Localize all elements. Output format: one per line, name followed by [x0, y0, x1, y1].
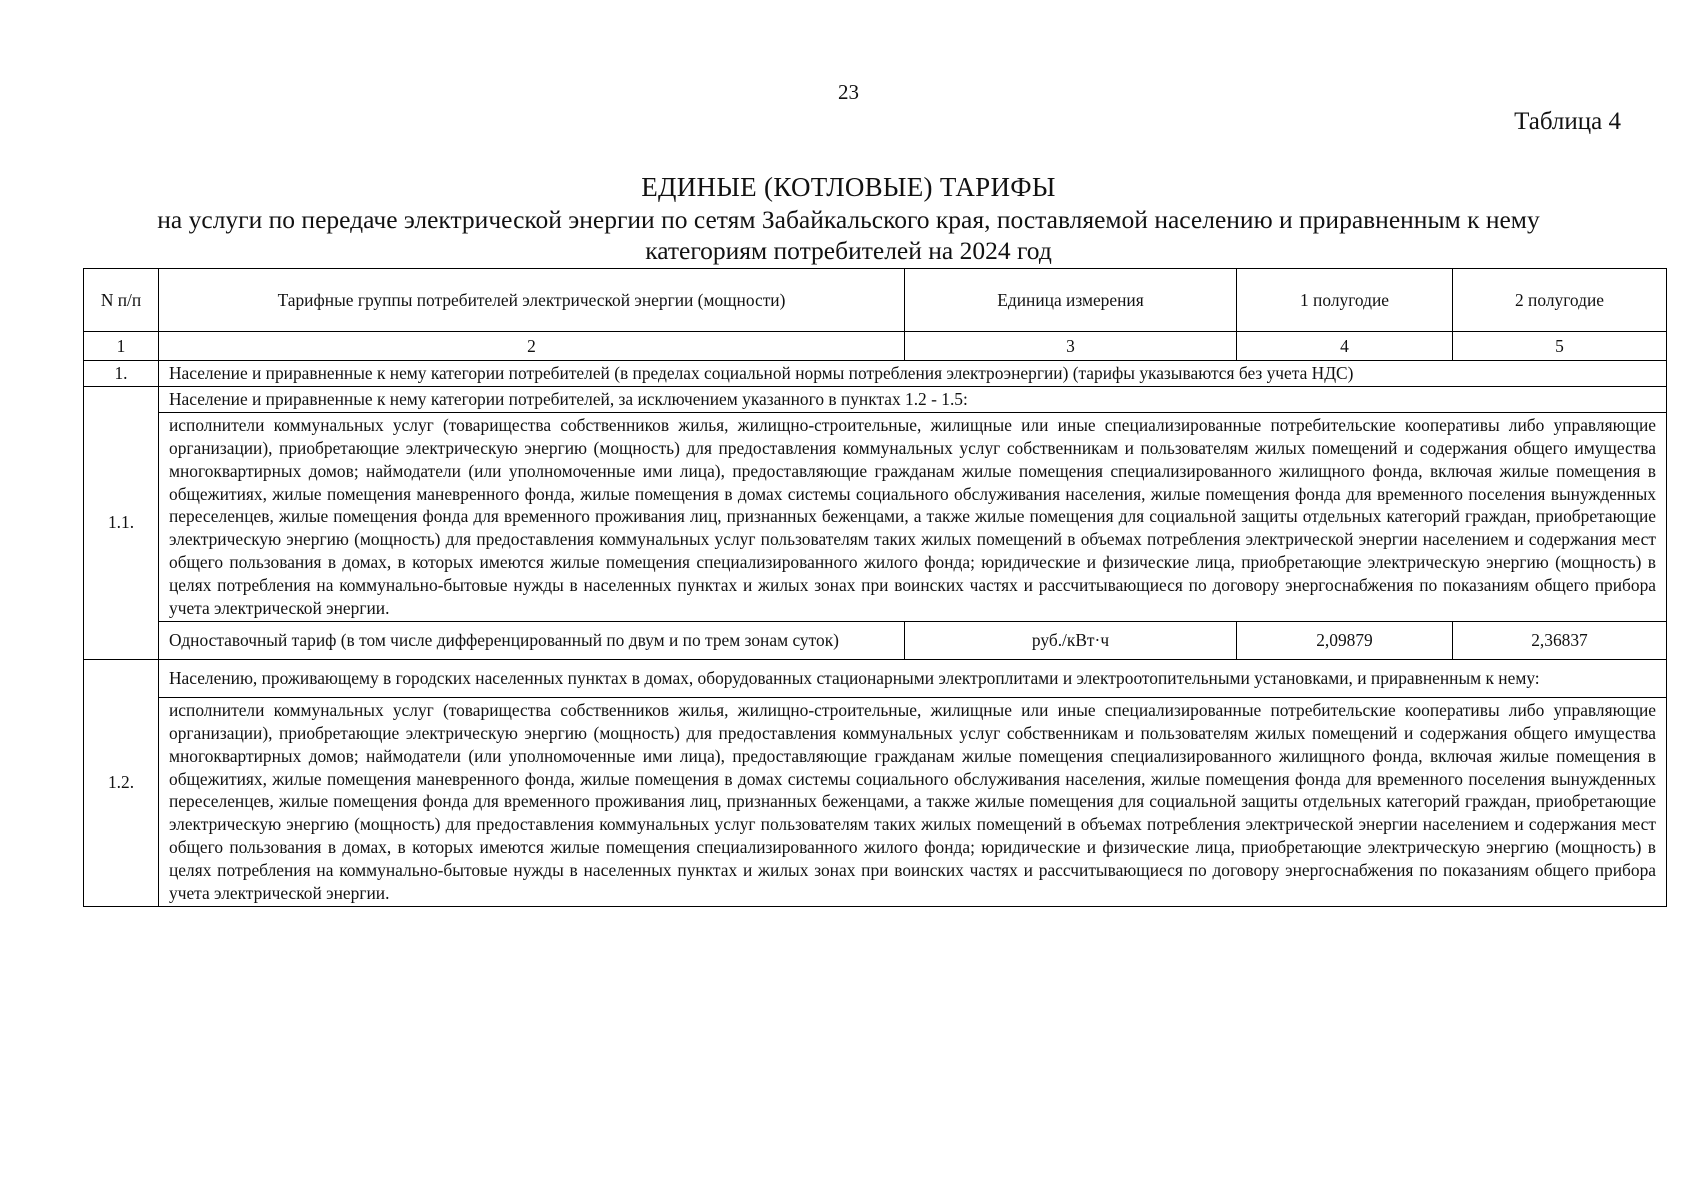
row-number: 1. [84, 361, 159, 387]
tariff-table [83, 268, 1667, 907]
category-heading: Население и приравненные к нему категории потребителей (в пределах социальной нормы потребления электроэнергии) (тарифы указываются без учета НДС) [159, 361, 1667, 387]
category-description: исполнители коммунальных услуг (товарищества собственников жилья, жилищно-строительные, жилищные или иные специализированные потребительские кооперативы либо управляющие организации), приобретающие электрическую энергию (мощность) для предоставления коммунальных услуг собственникам и пользователям жилых помещений и содержания общего имущества многоквартирных домов; наймодатели (или уполномоченные ими лица), предоставляющие гражданам жилые помещения специализированного жилищного фонда, включая жилые помещения в общежитиях, жилые помещения маневренного фонда, жилые помещения в домах системы социального обслуживания населения, жилые помещения фонда для временного поселения вынужденных переселенцев, жилые помещения фонда для временного проживания лиц, признанных беженцами, а также жилые помещения для социальной защиты отдельных категорий граждан, приобретающие электрическую энергию (мощность) для предоставления коммунальных услуг пользователям таких жилых помещений в объемах потребления электрической энергии населением и содержания мест общего пользования в домах, в которых имеются жилые помещения специализированного жилого фонда; юридические и физические лица, приобретающие электрическую энергию (мощность) в целях потребления на коммунально-бытовые нужды в населенных пунктах и жилых зонах при воинских частях и рассчитывающиеся по договору энергоснабжения по показаниям общего прибора учета электрической энергии. [159, 697, 1667, 906]
header-unit: Единица измерения [905, 269, 1237, 332]
table-row [84, 412, 1667, 621]
tariff-label: Одноставочный тариф (в том числе дифференцированный по двум и по трем зонам суток) [159, 621, 905, 659]
table-row [84, 361, 1667, 387]
column-number: 1 [84, 332, 159, 361]
subcategory-heading: Населению, проживающему в городских населенных пунктах в домах, оборудованных стационарными электроплитами и электроотопительными установками, и приравненным к нему: [159, 659, 1667, 697]
subcategory-heading: Население и приравненные к нему категории потребителей, за исключением указанного в пунктах 1.2 - 1.5: [159, 386, 1667, 412]
half2-value: 2,36837 [1453, 621, 1667, 659]
half1-value: 2,09879 [1237, 621, 1453, 659]
document-title: ЕДИНЫЕ (КОТЛОВЫЕ) ТАРИФЫ [641, 172, 1056, 202]
row-number: 1.1. [84, 386, 159, 659]
table-row [84, 697, 1667, 906]
column-number: 3 [905, 332, 1237, 361]
column-number-row [84, 332, 1667, 361]
header-groups: Тарифные группы потребителей электрической энергии (мощности) [159, 269, 905, 332]
category-description: исполнители коммунальных услуг (товарищества собственников жилья, жилищно-строительные, жилищные или иные специализированные потребительские кооперативы либо управляющие организации), приобретающие электрическую энергию (мощность) для предоставления коммунальных услуг собственникам и пользователям жилых помещений и содержания общего имущества многоквартирных домов; наймодатели (или уполномоченные ими лица), предоставляющие гражданам жилые помещения специализированного жилищного фонда, включая жилые помещения в общежитиях, жилые помещения маневренного фонда, жилые помещения в домах системы социального обслуживания населения, жилые помещения фонда для временного поселения вынужденных переселенцев, жилые помещения фонда для временного проживания лиц, признанных беженцами, а также жилые помещения для социальной защиты отдельных категорий граждан, приобретающие электрическую энергию (мощность) для предоставления коммунальных услуг пользователям таких жилых помещений в объемах потребления электрической энергии населением и содержания мест общего пользования в домах, в которых имеются жилые помещения специализированного жилого фонда; юридические и физические лица, приобретающие электрическую энергию (мощность) в целях потребления на коммунально-бытовые нужды в населенных пунктах и жилых зонах при воинских частях и рассчитывающиеся по договору энергоснабжения по показаниям общего прибора учета электрической энергии. [159, 412, 1667, 621]
document-subtitle: на услуги по передаче электрической энергии по сетям Забайкальского края, поставляемой населению и приравненным к нему категориям потребителей на 2024 год [157, 205, 1540, 265]
row-number: 1.2. [84, 659, 159, 906]
table-label: Таблица 4 [1514, 108, 1621, 135]
page-number: 23 [838, 80, 859, 104]
column-number: 2 [159, 332, 905, 361]
column-number: 5 [1453, 332, 1667, 361]
table-row [84, 659, 1667, 697]
header-half2: 2 полугодие [1453, 269, 1667, 332]
tariff-row [84, 621, 1667, 659]
header-half1: 1 полугодие [1237, 269, 1453, 332]
table-row [84, 386, 1667, 412]
unit-cell: руб./кВт·ч [905, 621, 1237, 659]
header-row [84, 269, 1667, 332]
header-num: N п/п [84, 269, 159, 332]
column-number: 4 [1237, 332, 1453, 361]
